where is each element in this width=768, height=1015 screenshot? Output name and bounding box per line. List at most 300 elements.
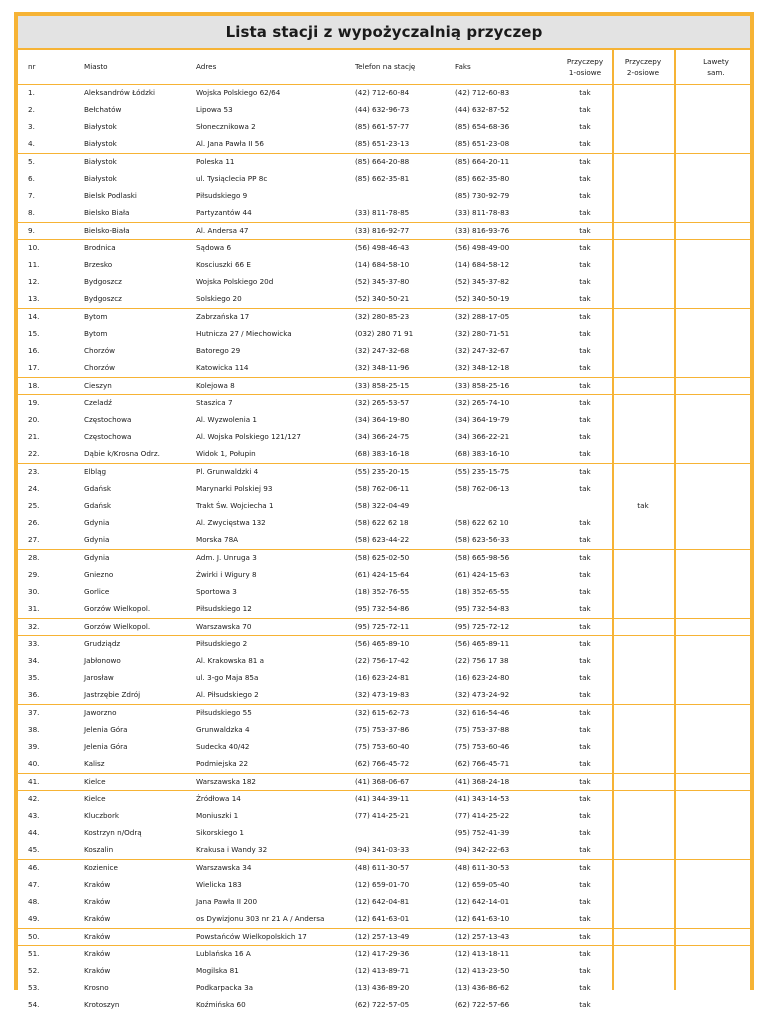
- cell-phone: (75) 753-60-40: [355, 742, 410, 752]
- cell-trailers-1-axle: tak: [579, 346, 591, 356]
- cell-nr: 20.: [28, 414, 40, 424]
- cell-fax: (95) 732-54-83: [455, 604, 510, 614]
- cell-trailers-1-axle: tak: [579, 122, 591, 132]
- cell-trailers-1-axle: tak: [579, 414, 591, 424]
- cell-trailers-1-axle: tak: [579, 1000, 591, 1010]
- cell-city: Gniezno: [84, 569, 114, 579]
- cell-phone: (12) 659-01-70: [355, 879, 410, 889]
- cell-trailers-1-axle: tak: [579, 587, 591, 597]
- cell-nr: 15.: [28, 328, 40, 338]
- cell-address: Słonecznikowa 2: [196, 122, 256, 132]
- cell-address: Zabrzańska 17: [196, 311, 250, 321]
- cell-trailers-1-axle: tak: [579, 897, 591, 907]
- cell-phone: (94) 341-03-33: [355, 845, 410, 855]
- cell-nr: 17.: [28, 363, 40, 373]
- page-title: Lista stacji z wypożyczalnią przyczep: [225, 23, 543, 41]
- cell-address: Powstańców Wielkopolskich 17: [196, 931, 307, 941]
- cell-city: Grudziądz: [84, 638, 121, 648]
- table-row: [18, 188, 750, 205]
- cell-city: Jabłonowo: [84, 656, 121, 666]
- cell-fax: (58) 622 62 10: [455, 518, 509, 528]
- cell-trailers-1-axle: tak: [579, 983, 591, 993]
- cell-nr: 35.: [28, 673, 40, 683]
- cell-city: Kielce: [84, 793, 106, 803]
- cell-phone: (58) 625-02-50: [355, 552, 410, 562]
- cell-city: Bielsk Podlaski: [84, 191, 137, 201]
- cell-address: Mogilska 81: [196, 965, 239, 975]
- column-divider: [674, 50, 676, 990]
- cell-city: Kostrzyn n/Odrą: [84, 828, 142, 838]
- cell-fax: (58) 762-06-13: [455, 483, 510, 493]
- cell-trailers-1-axle: tak: [579, 742, 591, 752]
- cell-fax: (12) 413-23-50: [455, 965, 510, 975]
- cell-nr: 44.: [28, 828, 40, 838]
- cell-address: Żwirki i Wigury 8: [196, 569, 257, 579]
- cell-fax: (58) 665-98-56: [455, 552, 510, 562]
- cell-fax: (85) 654-68-36: [455, 122, 510, 132]
- cell-trailers-1-axle: tak: [579, 225, 591, 235]
- table-row: [18, 550, 750, 567]
- table-row: [18, 911, 750, 928]
- cell-phone: (32) 265-53-57: [355, 397, 410, 407]
- cell-city: Częstochowa: [84, 432, 132, 442]
- cell-trailers-1-axle: tak: [579, 535, 591, 545]
- cell-fax: (12) 413-18-11: [455, 948, 510, 958]
- cell-trailers-1-axle: tak: [579, 208, 591, 218]
- cell-city: Kraków: [84, 879, 111, 889]
- cell-phone: (12) 257-13-49: [355, 931, 410, 941]
- cell-nr: 34.: [28, 656, 40, 666]
- cell-address: ul. Tysiąclecia PP 8c: [196, 173, 268, 183]
- cell-city: Gdańsk: [84, 501, 111, 511]
- table-row: [18, 309, 750, 326]
- header-phone: Telefon na stację: [355, 62, 416, 71]
- cell-trailers-1-axle: tak: [579, 294, 591, 304]
- cell-nr: 37.: [28, 707, 40, 717]
- cell-phone: (85) 661-57-77: [355, 122, 410, 132]
- cell-phone: (56) 465-89-10: [355, 638, 410, 648]
- cell-nr: 10.: [28, 242, 40, 252]
- cell-city: Brodnica: [84, 242, 116, 252]
- cell-fax: (58) 623-56-33: [455, 535, 510, 545]
- cell-phone: (32) 247-32-68: [355, 346, 410, 356]
- cell-city: Dąbie k/Krosna Odrz.: [84, 449, 160, 459]
- table-row: [18, 929, 750, 946]
- table-row: [18, 240, 750, 257]
- column-divider: [612, 50, 614, 990]
- cell-nr: 12.: [28, 277, 40, 287]
- cell-address: Wojska Polskiego 20d: [196, 277, 274, 287]
- cell-address: Staszica 7: [196, 397, 233, 407]
- cell-nr: 11.: [28, 259, 40, 269]
- cell-address: Podmiejska 22: [196, 759, 249, 769]
- cell-trailers-1-axle: tak: [579, 432, 591, 442]
- header-tow-trucks-line2: sam.: [707, 68, 725, 77]
- cell-city: Bydgoszcz: [84, 277, 122, 287]
- cell-fax: (32) 265-74-10: [455, 397, 510, 407]
- cell-city: Jarosław: [84, 673, 114, 683]
- cell-city: Gdynia: [84, 518, 110, 528]
- cell-fax: (32) 288-17-05: [455, 311, 510, 321]
- cell-nr: 53.: [28, 983, 40, 993]
- cell-city: Gorzów Wielkopol.: [84, 621, 151, 631]
- cell-address: Al. Andersa 47: [196, 225, 249, 235]
- cell-nr: 14.: [28, 311, 40, 321]
- cell-trailers-1-axle: tak: [579, 449, 591, 459]
- cell-nr: 7.: [28, 191, 35, 201]
- cell-address: Warszawska 70: [196, 621, 252, 631]
- cell-city: Brzesko: [84, 259, 113, 269]
- cell-fax: (32) 280-71-51: [455, 328, 510, 338]
- cell-fax: (16) 623-24-80: [455, 673, 510, 683]
- cell-fax: (56) 498-49-00: [455, 242, 510, 252]
- table-row: [18, 860, 750, 877]
- cell-fax: (12) 642-14-01: [455, 897, 510, 907]
- cell-nr: 1.: [28, 87, 35, 97]
- table-row: [18, 825, 750, 842]
- table-row: [18, 343, 750, 360]
- cell-city: Kraków: [84, 897, 111, 907]
- cell-address: Jana Pawła II 200: [196, 897, 258, 907]
- cell-address: Warszawska 182: [196, 776, 256, 786]
- cell-trailers-1-axle: tak: [579, 828, 591, 838]
- cell-nr: 51.: [28, 948, 40, 958]
- cell-fax: (32) 616-54-46: [455, 707, 510, 717]
- cell-fax: (52) 345-37-82: [455, 277, 510, 287]
- cell-fax: (32) 348-12-18: [455, 363, 510, 373]
- cell-nr: 28.: [28, 552, 40, 562]
- cell-address: Koźmińska 60: [196, 1000, 246, 1010]
- cell-fax: (34) 364-19-79: [455, 414, 510, 424]
- cell-address: Wojska Polskiego 62/64: [196, 87, 281, 97]
- cell-nr: 19.: [28, 397, 40, 407]
- cell-nr: 5.: [28, 156, 35, 166]
- cell-trailers-1-axle: tak: [579, 638, 591, 648]
- header-tow-trucks: [686, 56, 746, 78]
- cell-nr: 18.: [28, 380, 40, 390]
- cell-city: Białystok: [84, 139, 117, 149]
- cell-address: Al. Piłsudskiego 2: [196, 690, 259, 700]
- table-row: [18, 102, 750, 119]
- cell-phone: (56) 498-46-43: [355, 242, 410, 252]
- cell-trailers-1-axle: tak: [579, 363, 591, 373]
- cell-fax: (75) 753-60-46: [455, 742, 510, 752]
- cell-city: Jastrzębie Zdrój: [84, 690, 141, 700]
- cell-nr: 45.: [28, 845, 40, 855]
- table-row: [18, 739, 750, 756]
- cell-city: Kraków: [84, 965, 111, 975]
- cell-phone: (95) 732-54-86: [355, 604, 410, 614]
- cell-address: Sportowa 3: [196, 587, 237, 597]
- table-row: [18, 498, 750, 515]
- cell-address: Poleska 11: [196, 156, 235, 166]
- cell-city: Kluczbork: [84, 810, 120, 820]
- cell-address: Źródłowa 14: [196, 793, 241, 803]
- table-row: [18, 154, 750, 171]
- cell-address: Lublańska 16 A: [196, 948, 251, 958]
- cell-trailers-1-axle: tak: [579, 191, 591, 201]
- cell-nr: 16.: [28, 346, 40, 356]
- cell-fax: (12) 659-05-40: [455, 879, 510, 889]
- cell-city: Bielsko-Biała: [84, 225, 130, 235]
- cell-address: os Dywizjonu 303 nr 21 A / Andersa: [196, 914, 325, 924]
- cell-fax: (41) 343-14-53: [455, 793, 510, 803]
- cell-city: Jelenia Góra: [84, 724, 128, 734]
- stations-table: [18, 50, 750, 1015]
- cell-city: Krotoszyn: [84, 1000, 120, 1010]
- cell-fax: (33) 858-25-16: [455, 380, 510, 390]
- cell-phone: (34) 366-24-75: [355, 432, 410, 442]
- cell-phone: (61) 424-15-64: [355, 569, 410, 579]
- header-nr: nr: [28, 62, 36, 71]
- table-row: [18, 481, 750, 498]
- cell-trailers-1-axle: tak: [579, 87, 591, 97]
- cell-city: Kalisz: [84, 759, 105, 769]
- cell-fax: (94) 342-22-63: [455, 845, 510, 855]
- cell-phone: (32) 473-19-83: [355, 690, 410, 700]
- cell-nr: 13.: [28, 294, 40, 304]
- table-body: [18, 85, 750, 1014]
- cell-nr: 27.: [28, 535, 40, 545]
- cell-city: Białystok: [84, 156, 117, 166]
- cell-fax: (32) 247-32-67: [455, 346, 510, 356]
- cell-address: Piłsudskiego 2: [196, 638, 248, 648]
- cell-city: Białystok: [84, 173, 117, 183]
- cell-nr: 39.: [28, 742, 40, 752]
- cell-nr: 6.: [28, 173, 35, 183]
- cell-trailers-1-axle: tak: [579, 277, 591, 287]
- header-trailers-2-axle: [612, 56, 674, 78]
- cell-fax: (95) 725-72-12: [455, 621, 510, 631]
- cell-address: Hutnicza 27 / Miechowicka: [196, 328, 292, 338]
- cell-phone: (33) 816-92-77: [355, 225, 410, 235]
- header-trailers-1-axle-line1: Przyczepy: [566, 57, 604, 66]
- cell-city: Gdańsk: [84, 483, 111, 493]
- cell-trailers-1-axle: tak: [579, 466, 591, 476]
- table-row: [18, 877, 750, 894]
- cell-fax: (75) 753-37-88: [455, 724, 510, 734]
- cell-phone: (85) 651-23-13: [355, 139, 410, 149]
- cell-address: Marynarki Polskiej 93: [196, 483, 273, 493]
- cell-trailers-1-axle: tak: [579, 862, 591, 872]
- cell-nr: 40.: [28, 759, 40, 769]
- cell-phone: (85) 662-35-81: [355, 173, 410, 183]
- cell-city: Bydgoszcz: [84, 294, 122, 304]
- cell-phone: (48) 611-30-57: [355, 862, 410, 872]
- cell-fax: (61) 424-15-63: [455, 569, 510, 579]
- cell-nr: 48.: [28, 897, 40, 907]
- cell-nr: 2.: [28, 105, 35, 115]
- cell-phone: (18) 352-76-55: [355, 587, 410, 597]
- cell-nr: 38.: [28, 724, 40, 734]
- cell-phone: (62) 766-45-72: [355, 759, 410, 769]
- cell-nr: 47.: [28, 879, 40, 889]
- table-row: [18, 705, 750, 722]
- cell-address: Adm. J. Unruga 3: [196, 552, 257, 562]
- cell-fax: (14) 684-58-12: [455, 259, 510, 269]
- table-row: [18, 464, 750, 481]
- cell-nr: 46.: [28, 862, 40, 872]
- table-row: [18, 119, 750, 136]
- cell-nr: 36.: [28, 690, 40, 700]
- cell-trailers-1-axle: tak: [579, 656, 591, 666]
- cell-phone: (16) 623-24-81: [355, 673, 410, 683]
- cell-phone: (44) 632-96-73: [355, 105, 410, 115]
- cell-address: Trakt Św. Wojciecha 1: [196, 501, 274, 511]
- cell-fax: (12) 641-63-10: [455, 914, 510, 924]
- cell-nr: 42.: [28, 793, 40, 803]
- cell-fax: (85) 730-92-79: [455, 191, 510, 201]
- table-row: [18, 756, 750, 773]
- cell-address: Grunwaldzka 4: [196, 724, 250, 734]
- cell-phone: (85) 664-20-88: [355, 156, 410, 166]
- cell-trailers-1-axle: tak: [579, 621, 591, 631]
- cell-trailers-1-axle: tak: [579, 156, 591, 166]
- cell-phone: (32) 615-62-73: [355, 707, 410, 717]
- table-row: [18, 85, 750, 102]
- header-trailers-2-axle-line1: Przyczepy: [624, 57, 662, 66]
- cell-nr: 52.: [28, 965, 40, 975]
- cell-nr: 30.: [28, 587, 40, 597]
- cell-trailers-1-axle: tak: [579, 552, 591, 562]
- cell-phone: (12) 417-29-36: [355, 948, 410, 958]
- cell-phone: (42) 712-60-84: [355, 87, 410, 97]
- cell-fax: (85) 651-23-08: [455, 139, 510, 149]
- cell-trailers-1-axle: tak: [579, 518, 591, 528]
- table-row: [18, 687, 750, 704]
- table-row: [18, 722, 750, 739]
- table-row: [18, 774, 750, 791]
- cell-trailers-1-axle: tak: [579, 673, 591, 683]
- cell-address: Widok 1, Połupin: [196, 449, 256, 459]
- table-row: [18, 584, 750, 601]
- table-row: [18, 567, 750, 584]
- cell-address: Sudecka 40/42: [196, 742, 250, 752]
- cell-trailers-1-axle: tak: [579, 604, 591, 614]
- cell-address: Katowicka 114: [196, 363, 249, 373]
- cell-fax: (48) 611-30-53: [455, 862, 510, 872]
- cell-trailers-1-axle: tak: [579, 397, 591, 407]
- cell-nr: 50.: [28, 931, 40, 941]
- table-row: [18, 653, 750, 670]
- cell-nr: 25.: [28, 501, 40, 511]
- cell-trailers-1-axle: tak: [579, 965, 591, 975]
- cell-trailers-1-axle: tak: [579, 810, 591, 820]
- cell-phone: (32) 348-11-96: [355, 363, 410, 373]
- cell-fax: (62) 722-57-66: [455, 1000, 510, 1010]
- cell-phone: (33) 858-25-15: [355, 380, 410, 390]
- header-address: Adres: [196, 62, 217, 71]
- cell-city: Kozienice: [84, 862, 118, 872]
- cell-fax: (68) 383-16-10: [455, 449, 510, 459]
- table-row: [18, 136, 750, 153]
- cell-city: Kielce: [84, 776, 106, 786]
- cell-trailers-1-axle: tak: [579, 845, 591, 855]
- cell-address: Piłsudskiego 12: [196, 604, 252, 614]
- cell-trailers-1-axle: tak: [579, 776, 591, 786]
- cell-city: Kraków: [84, 931, 111, 941]
- cell-phone: (58) 622 62 18: [355, 518, 409, 528]
- table-row: [18, 446, 750, 463]
- cell-city: Cieszyn: [84, 380, 112, 390]
- table-row: [18, 980, 750, 997]
- cell-trailers-1-axle: tak: [579, 139, 591, 149]
- cell-phone: (41) 344-39-11: [355, 793, 410, 803]
- cell-phone: (77) 414-25-21: [355, 810, 410, 820]
- cell-fax: (62) 766-45-71: [455, 759, 510, 769]
- cell-nr: 29.: [28, 569, 40, 579]
- cell-address: Lipowa 53: [196, 105, 233, 115]
- table-row: [18, 395, 750, 412]
- cell-city: Chorzów: [84, 363, 115, 373]
- cell-address: Kosciuszki 66 E: [196, 259, 251, 269]
- table-row: [18, 515, 750, 532]
- table-row: [18, 291, 750, 308]
- cell-trailers-1-axle: tak: [579, 242, 591, 252]
- cell-nr: 3.: [28, 122, 35, 132]
- cell-phone: (58) 623-44-22: [355, 535, 410, 545]
- cell-fax: (52) 340-50-19: [455, 294, 510, 304]
- table-row: [18, 946, 750, 963]
- cell-nr: 43.: [28, 810, 40, 820]
- cell-fax: (33) 816-93-76: [455, 225, 510, 235]
- cell-trailers-1-axle: tak: [579, 724, 591, 734]
- table-row: [18, 894, 750, 911]
- cell-address: Morska 78A: [196, 535, 239, 545]
- cell-city: Koszalin: [84, 845, 114, 855]
- cell-fax: (13) 436-86-62: [455, 983, 510, 993]
- cell-trailers-1-axle: tak: [579, 483, 591, 493]
- cell-nr: 32.: [28, 621, 40, 631]
- cell-address: Krakusa i Wandy 32: [196, 845, 268, 855]
- cell-trailers-1-axle: tak: [579, 173, 591, 183]
- cell-address: Al. Jana Pawła II 56: [196, 139, 264, 149]
- cell-fax: (77) 414-25-22: [455, 810, 510, 820]
- cell-nr: 33.: [28, 638, 40, 648]
- cell-city: Gdynia: [84, 535, 110, 545]
- cell-trailers-1-axle: tak: [579, 914, 591, 924]
- table-row: [18, 360, 750, 377]
- cell-address: Batorego 29: [196, 346, 241, 356]
- cell-fax: (55) 235-15-75: [455, 466, 510, 476]
- table-row: [18, 636, 750, 653]
- cell-trailers-1-axle: tak: [579, 569, 591, 579]
- cell-address: Partyzantów 44: [196, 208, 252, 218]
- title-bar: [18, 16, 750, 48]
- cell-phone: (95) 725-72-11: [355, 621, 410, 631]
- cell-fax: (41) 368-24-18: [455, 776, 510, 786]
- cell-city: Bełchatów: [84, 105, 122, 115]
- cell-nr: 22.: [28, 449, 40, 459]
- cell-fax: (32) 473-24-92: [455, 690, 510, 700]
- cell-phone: (52) 345-37-80: [355, 277, 410, 287]
- table-row: [18, 619, 750, 636]
- cell-address: Piłsudskiego 9: [196, 191, 248, 201]
- table-row: [18, 326, 750, 343]
- cell-nr: 23.: [28, 466, 40, 476]
- cell-city: Bytom: [84, 311, 108, 321]
- cell-address: Sikorskiego 1: [196, 828, 244, 838]
- cell-phone: (52) 340-50-21: [355, 294, 410, 304]
- table-row: [18, 257, 750, 274]
- cell-nr: 9.: [28, 225, 35, 235]
- cell-phone: (55) 235-20-15: [355, 466, 410, 476]
- cell-phone: (14) 684-58-10: [355, 259, 410, 269]
- cell-nr: 26.: [28, 518, 40, 528]
- cell-address: Podkarpacka 3a: [196, 983, 254, 993]
- cell-city: Jelenia Góra: [84, 742, 128, 752]
- table-row: [18, 205, 750, 222]
